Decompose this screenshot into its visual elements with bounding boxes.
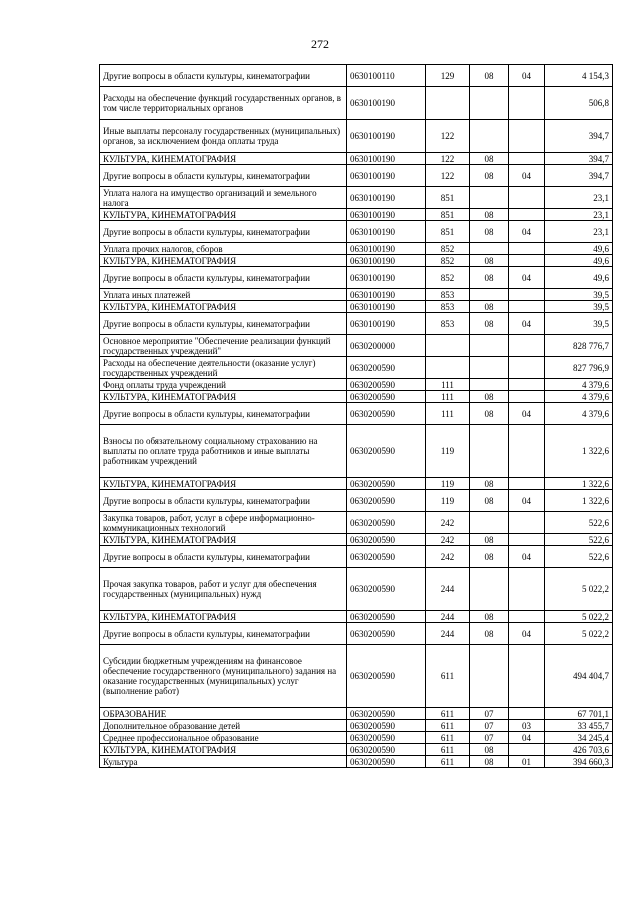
target-article-code-cell: 0630200590 (347, 732, 426, 744)
subsection-cell: 04 (509, 313, 545, 335)
expense-name-cell: Другие вопросы в области культуры, кинематографии (100, 267, 347, 289)
amount-cell: 1 322,6 (545, 490, 613, 512)
target-article-code-cell: 0630200590 (347, 425, 426, 478)
table-row (100, 357, 613, 379)
amount-cell: 39,5 (545, 301, 613, 313)
expense-name-cell: Другие вопросы в области культуры, кинематографии (100, 623, 347, 645)
subsection-cell: 04 (509, 165, 545, 187)
expense-type-cell: 852 (426, 255, 470, 267)
expense-name-cell: КУЛЬТУРА, КИНЕМАТОГРАФИЯ (100, 301, 347, 313)
subsection-cell (509, 255, 545, 267)
expense-type-cell: 852 (426, 267, 470, 289)
table-row (100, 153, 613, 165)
section-cell: 08 (470, 221, 509, 243)
table-row (100, 708, 613, 720)
subsection-cell (509, 512, 545, 534)
subsection-cell (509, 744, 545, 756)
table-row (100, 720, 613, 732)
target-article-code-cell: 0630100190 (347, 255, 426, 267)
table-row (100, 301, 613, 313)
amount-cell: 506,8 (545, 87, 613, 120)
target-article-code-cell: 0630200590 (347, 720, 426, 732)
expense-type-cell: 119 (426, 425, 470, 478)
amount-cell: 827 796,9 (545, 357, 613, 379)
section-cell: 08 (470, 209, 509, 221)
table-row (100, 732, 613, 744)
expense-name-cell: Другие вопросы в области культуры, кинематографии (100, 165, 347, 187)
table-row (100, 221, 613, 243)
target-article-code-cell: 0630200590 (347, 403, 426, 425)
table-row (100, 756, 613, 768)
table-row (100, 165, 613, 187)
table-row (100, 391, 613, 403)
amount-cell: 828 776,7 (545, 335, 613, 357)
subsection-cell (509, 645, 545, 708)
subsection-cell (509, 153, 545, 165)
expense-name-cell: КУЛЬТУРА, КИНЕМАТОГРАФИЯ (100, 611, 347, 623)
expense-type-cell: 244 (426, 623, 470, 645)
expense-type-cell: 111 (426, 403, 470, 425)
amount-cell: 522,6 (545, 534, 613, 546)
target-article-code-cell: 0630200590 (347, 645, 426, 708)
section-cell: 08 (470, 478, 509, 490)
target-article-code-cell: 0630100190 (347, 120, 426, 153)
amount-cell: 23,1 (545, 187, 613, 209)
table-row (100, 645, 613, 708)
amount-cell: 1 322,6 (545, 425, 613, 478)
expense-name-cell: Другие вопросы в области культуры, кинематографии (100, 221, 347, 243)
amount-cell: 4 379,6 (545, 403, 613, 425)
table-row (100, 744, 613, 756)
expense-name-cell: Культура (100, 756, 347, 768)
expense-type-cell: 119 (426, 490, 470, 512)
expense-type-cell: 611 (426, 744, 470, 756)
target-article-code-cell: 0630100190 (347, 165, 426, 187)
target-article-code-cell: 0630100190 (347, 153, 426, 165)
target-article-code-cell: 0630200590 (347, 490, 426, 512)
amount-cell: 23,1 (545, 221, 613, 243)
section-cell (470, 187, 509, 209)
subsection-cell: 04 (509, 403, 545, 425)
subsection-cell (509, 120, 545, 153)
subsection-cell: 04 (509, 732, 545, 744)
target-article-code-cell: 0630100190 (347, 209, 426, 221)
expense-type-cell: 611 (426, 720, 470, 732)
section-cell: 08 (470, 623, 509, 645)
section-cell (470, 645, 509, 708)
expense-name-cell: КУЛЬТУРА, КИНЕМАТОГРАФИЯ (100, 209, 347, 221)
expense-type-cell: 851 (426, 187, 470, 209)
table-row (100, 512, 613, 534)
page-number: 272 (311, 37, 329, 51)
amount-cell: 49,6 (545, 267, 613, 289)
section-cell (470, 512, 509, 534)
amount-cell: 394,7 (545, 165, 613, 187)
expense-type-cell: 242 (426, 546, 470, 568)
table-row (100, 623, 613, 645)
amount-cell: 394,7 (545, 153, 613, 165)
expense-type-cell: 611 (426, 732, 470, 744)
budget-table-body (100, 65, 613, 768)
section-cell: 08 (470, 65, 509, 87)
section-cell (470, 289, 509, 301)
expense-type-cell: 244 (426, 568, 470, 611)
expense-name-cell: Прочая закупка товаров, работ и услуг для обеспечения государственных (муниципальных) нужд (100, 568, 347, 611)
table-row (100, 379, 613, 391)
target-article-code-cell: 0630100190 (347, 87, 426, 120)
amount-cell: 33 455,7 (545, 720, 613, 732)
expense-name-cell: Другие вопросы в области культуры, кинематографии (100, 65, 347, 87)
expense-type-cell: 611 (426, 708, 470, 720)
amount-cell: 5 022,2 (545, 623, 613, 645)
expense-name-cell: Среднее профессиональное образование (100, 732, 347, 744)
subsection-cell (509, 243, 545, 255)
subsection-cell (509, 357, 545, 379)
table-row (100, 65, 613, 87)
target-article-code-cell: 0630200590 (347, 611, 426, 623)
expense-type-cell: 852 (426, 243, 470, 255)
subsection-cell (509, 301, 545, 313)
amount-cell: 426 703,6 (545, 744, 613, 756)
amount-cell: 522,6 (545, 546, 613, 568)
expense-name-cell: Другие вопросы в области культуры, кинематографии (100, 546, 347, 568)
target-article-code-cell: 0630100110 (347, 65, 426, 87)
expense-name-cell: КУЛЬТУРА, КИНЕМАТОГРАФИЯ (100, 391, 347, 403)
amount-cell: 522,6 (545, 512, 613, 534)
section-cell: 07 (470, 732, 509, 744)
section-cell: 08 (470, 301, 509, 313)
subsection-cell: 04 (509, 267, 545, 289)
section-cell: 08 (470, 744, 509, 756)
subsection-cell (509, 335, 545, 357)
target-article-code-cell: 0630100190 (347, 267, 426, 289)
expense-type-cell: 122 (426, 165, 470, 187)
section-cell: 07 (470, 720, 509, 732)
table-row (100, 243, 613, 255)
table-row (100, 425, 613, 478)
section-cell: 08 (470, 165, 509, 187)
target-article-code-cell: 0630100190 (347, 187, 426, 209)
subsection-cell (509, 289, 545, 301)
target-article-code-cell: 0630200590 (347, 512, 426, 534)
expense-name-cell: КУЛЬТУРА, КИНЕМАТОГРАФИЯ (100, 153, 347, 165)
target-article-code-cell: 0630200000 (347, 335, 426, 357)
budget-table (99, 64, 613, 768)
subsection-cell: 04 (509, 221, 545, 243)
section-cell: 08 (470, 267, 509, 289)
expense-name-cell: Уплата иных платежей (100, 289, 347, 301)
expense-name-cell: Дополнительное образование детей (100, 720, 347, 732)
expense-type-cell: 244 (426, 611, 470, 623)
expense-type-cell: 611 (426, 645, 470, 708)
amount-cell: 49,6 (545, 243, 613, 255)
amount-cell: 5 022,2 (545, 611, 613, 623)
table-row (100, 313, 613, 335)
expense-name-cell: КУЛЬТУРА, КИНЕМАТОГРАФИЯ (100, 534, 347, 546)
expense-type-cell: 242 (426, 534, 470, 546)
subsection-cell: 04 (509, 490, 545, 512)
section-cell: 08 (470, 403, 509, 425)
expense-name-cell: КУЛЬТУРА, КИНЕМАТОГРАФИЯ (100, 255, 347, 267)
section-cell: 08 (470, 534, 509, 546)
table-row (100, 403, 613, 425)
subsection-cell (509, 478, 545, 490)
expense-type-cell: 119 (426, 478, 470, 490)
section-cell: 08 (470, 546, 509, 568)
table-row (100, 255, 613, 267)
target-article-code-cell: 0630100190 (347, 313, 426, 335)
amount-cell: 34 245,4 (545, 732, 613, 744)
section-cell: 08 (470, 611, 509, 623)
section-cell: 08 (470, 756, 509, 768)
section-cell (470, 335, 509, 357)
table-row (100, 568, 613, 611)
expense-name-cell: ОБРАЗОВАНИЕ (100, 708, 347, 720)
target-article-code-cell: 0630200590 (347, 756, 426, 768)
expense-name-cell: Другие вопросы в области культуры, кинематографии (100, 313, 347, 335)
expense-type-cell: 611 (426, 756, 470, 768)
target-article-code-cell: 0630200590 (347, 708, 426, 720)
subsection-cell (509, 379, 545, 391)
target-article-code-cell: 0630100190 (347, 221, 426, 243)
subsection-cell: 04 (509, 623, 545, 645)
table-row (100, 478, 613, 490)
expense-name-cell: Расходы на обеспечение деятельности (оказание услуг) государственных учреждений (100, 357, 347, 379)
expense-name-cell: Основное мероприятие "Обеспечение реализации функций государственных учреждений" (100, 335, 347, 357)
amount-cell: 494 404,7 (545, 645, 613, 708)
amount-cell: 49,6 (545, 255, 613, 267)
subsection-cell (509, 187, 545, 209)
subsection-cell: 04 (509, 65, 545, 87)
table-row (100, 187, 613, 209)
target-article-code-cell: 0630200590 (347, 391, 426, 403)
section-cell: 08 (470, 391, 509, 403)
section-cell (470, 425, 509, 478)
subsection-cell (509, 87, 545, 120)
amount-cell: 4 379,6 (545, 379, 613, 391)
section-cell (470, 120, 509, 153)
section-cell: 08 (470, 490, 509, 512)
expense-type-cell: 129 (426, 65, 470, 87)
target-article-code-cell: 0630200590 (347, 744, 426, 756)
subsection-cell (509, 391, 545, 403)
section-cell: 07 (470, 708, 509, 720)
expense-type-cell: 853 (426, 289, 470, 301)
expense-name-cell: Субсидии бюджетным учреждениям на финансовое обеспечение государственного (муниципального) задания на оказание государственных (муниципальных) услуг (выполнение работ) (100, 645, 347, 708)
target-article-code-cell: 0630200590 (347, 623, 426, 645)
expense-name-cell: Уплата прочих налогов, сборов (100, 243, 347, 255)
target-article-code-cell: 0630200590 (347, 478, 426, 490)
section-cell (470, 243, 509, 255)
expense-name-cell: Уплата налога на имущество организаций и земельного налога (100, 187, 347, 209)
table-row (100, 267, 613, 289)
amount-cell: 1 322,6 (545, 478, 613, 490)
section-cell: 08 (470, 313, 509, 335)
subsection-cell (509, 209, 545, 221)
expense-name-cell: Фонд оплаты труда учреждений (100, 379, 347, 391)
subsection-cell (509, 708, 545, 720)
expense-type-cell: 851 (426, 209, 470, 221)
amount-cell: 39,5 (545, 313, 613, 335)
table-row (100, 209, 613, 221)
subsection-cell: 04 (509, 546, 545, 568)
subsection-cell (509, 425, 545, 478)
expense-name-cell: КУЛЬТУРА, КИНЕМАТОГРАФИЯ (100, 478, 347, 490)
expense-type-cell: 111 (426, 379, 470, 391)
expense-type-cell: 122 (426, 153, 470, 165)
target-article-code-cell: 0630200590 (347, 379, 426, 391)
table-row (100, 335, 613, 357)
target-article-code-cell: 0630200590 (347, 534, 426, 546)
subsection-cell (509, 534, 545, 546)
expense-type-cell (426, 335, 470, 357)
section-cell: 08 (470, 255, 509, 267)
table-row (100, 120, 613, 153)
subsection-cell: 01 (509, 756, 545, 768)
table-row (100, 534, 613, 546)
amount-cell: 23,1 (545, 209, 613, 221)
amount-cell: 394 660,3 (545, 756, 613, 768)
table-row (100, 611, 613, 623)
subsection-cell: 03 (509, 720, 545, 732)
section-cell (470, 87, 509, 120)
table-row (100, 546, 613, 568)
table-row (100, 87, 613, 120)
expense-type-cell: 122 (426, 120, 470, 153)
expense-name-cell: Закупка товаров, работ, услуг в сфере информационно-коммуникационных технологий (100, 512, 347, 534)
amount-cell: 5 022,2 (545, 568, 613, 611)
expense-type-cell: 853 (426, 301, 470, 313)
section-cell: 08 (470, 153, 509, 165)
target-article-code-cell: 0630100190 (347, 289, 426, 301)
section-cell (470, 379, 509, 391)
section-cell (470, 568, 509, 611)
target-article-code-cell: 0630100190 (347, 243, 426, 255)
expense-type-cell: 851 (426, 221, 470, 243)
expense-name-cell: КУЛЬТУРА, КИНЕМАТОГРАФИЯ (100, 744, 347, 756)
target-article-code-cell: 0630200590 (347, 357, 426, 379)
target-article-code-cell: 0630200590 (347, 546, 426, 568)
amount-cell: 67 701,1 (545, 708, 613, 720)
amount-cell: 4 154,3 (545, 65, 613, 87)
expense-type-cell (426, 87, 470, 120)
expense-type-cell: 853 (426, 313, 470, 335)
expense-name-cell: Взносы по обязательному социальному страхованию на выплаты по оплате труда работников и иные выплаты работникам учреждений (100, 425, 347, 478)
target-article-code-cell: 0630100190 (347, 301, 426, 313)
table-row (100, 289, 613, 301)
expense-type-cell (426, 357, 470, 379)
expense-type-cell: 242 (426, 512, 470, 534)
amount-cell: 39,5 (545, 289, 613, 301)
expense-type-cell: 111 (426, 391, 470, 403)
amount-cell: 394,7 (545, 120, 613, 153)
target-article-code-cell: 0630200590 (347, 568, 426, 611)
section-cell (470, 357, 509, 379)
expense-name-cell: Расходы на обеспечение функций государственных органов, в том числе территориальных органов (100, 87, 347, 120)
subsection-cell (509, 568, 545, 611)
expense-name-cell: Другие вопросы в области культуры, кинематографии (100, 490, 347, 512)
subsection-cell (509, 611, 545, 623)
expense-name-cell: Другие вопросы в области культуры, кинематографии (100, 403, 347, 425)
expense-name-cell: Иные выплаты персоналу государственных (муниципальных) органов, за исключением фонда оплаты труда (100, 120, 347, 153)
amount-cell: 4 379,6 (545, 391, 613, 403)
table-row (100, 490, 613, 512)
